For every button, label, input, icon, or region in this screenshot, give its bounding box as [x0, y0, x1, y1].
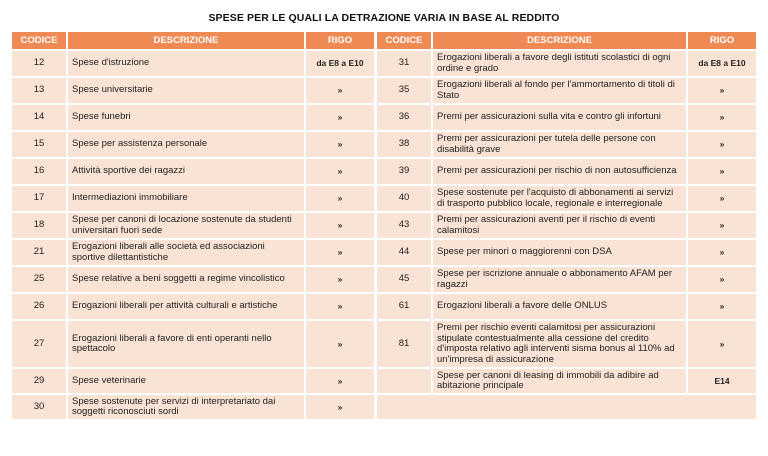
table-row — [377, 159, 756, 184]
table-row — [377, 132, 756, 157]
row-rigo: » — [688, 267, 756, 292]
row-code: 36 — [377, 105, 433, 130]
row-description: Erogazioni liberali a favore di enti operanti nello spettacolo — [68, 321, 306, 367]
row-description: Erogazioni liberali a favore degli istituti scolastici di ogni ordine e grado — [433, 51, 688, 76]
header-descrizione: DESCRIZIONE — [68, 32, 306, 49]
header-rigo: RIGO — [688, 32, 756, 49]
table-row — [377, 240, 756, 265]
row-rigo: » — [688, 240, 756, 265]
table-row — [377, 78, 756, 103]
row-description: Spese per iscrizione annuale o abbonamento AFAM per ragazzi — [433, 267, 688, 292]
row-description: Premi per assicurazioni aventi per il rischio di eventi calamitosi — [433, 213, 688, 238]
row-description: Spese per canoni di locazione sostenute da studenti universitari fuori sede — [68, 213, 306, 238]
left-table-body — [12, 51, 374, 419]
row-code: 31 — [377, 51, 433, 76]
row-code: 38 — [377, 132, 433, 157]
row-rigo: » — [306, 369, 374, 393]
row-rigo: » — [306, 132, 374, 157]
table-row — [12, 132, 374, 157]
row-code: 44 — [377, 240, 433, 265]
row-code — [377, 369, 433, 393]
row-description: Spese per assistenza personale — [68, 132, 306, 157]
row-description: Intermediazioni immobiliare — [68, 186, 306, 211]
row-rigo: da E8 a E10 — [688, 51, 756, 76]
row-description: Erogazioni liberali alle società ed associazioni sportive dilettantistiche — [68, 240, 306, 265]
row-description: Premi per rischio eventi calamitosi per assicurazioni stipulate contestualmente alla cessione del credito d'imposta relativo agli interventi sisma bonus al 110% ad un'impresa di assicurazione — [433, 321, 688, 367]
table-row — [12, 321, 374, 367]
row-description: Spese funebri — [68, 105, 306, 130]
row-description: Premi per assicurazioni sulla vita e contro gli infortuni — [433, 105, 688, 130]
row-description: Premi per assicurazioni per tutela delle persone con disabilità grave — [433, 132, 688, 157]
row-code: 12 — [12, 51, 68, 76]
right-table-body — [377, 51, 756, 419]
row-rigo: » — [688, 105, 756, 130]
empty-cell — [377, 395, 756, 419]
row-rigo: » — [306, 105, 374, 130]
row-description: Spese sostenute per servizi di interpretariato dai soggetti riconosciuti sordi — [68, 395, 306, 419]
row-rigo: da E8 a E10 — [306, 51, 374, 76]
row-code: 40 — [377, 186, 433, 211]
row-rigo: » — [306, 186, 374, 211]
row-code: 81 — [377, 321, 433, 367]
row-description: Erogazioni liberali al fondo per l'ammortamento di titoli di Stato — [433, 78, 688, 103]
row-code: 16 — [12, 159, 68, 184]
row-description: Spese relative a beni soggetti a regime vincolistico — [68, 267, 306, 292]
empty-row — [377, 395, 756, 419]
row-description: Spese d'istruzione — [68, 51, 306, 76]
row-code: 25 — [12, 267, 68, 292]
row-rigo: » — [688, 132, 756, 157]
row-code: 29 — [12, 369, 68, 393]
row-code: 13 — [12, 78, 68, 103]
table-row — [12, 369, 374, 393]
row-rigo: » — [688, 159, 756, 184]
table-row — [377, 213, 756, 238]
row-code: 18 — [12, 213, 68, 238]
table-row — [12, 186, 374, 211]
table-row — [377, 294, 756, 319]
row-rigo: E14 — [688, 369, 756, 393]
row-code: 27 — [12, 321, 68, 367]
table-row — [12, 294, 374, 319]
row-code: 21 — [12, 240, 68, 265]
table-row — [12, 240, 374, 265]
table-row — [377, 105, 756, 130]
table-row — [12, 267, 374, 292]
row-description: Erogazioni liberali a favore delle ONLUS — [433, 294, 688, 319]
row-rigo: » — [688, 78, 756, 103]
header-codice: CODICE — [12, 32, 68, 49]
table-row — [12, 78, 374, 103]
row-rigo: » — [688, 186, 756, 211]
row-code: 30 — [12, 395, 68, 419]
row-rigo: » — [688, 213, 756, 238]
left-table — [12, 30, 374, 421]
row-code: 45 — [377, 267, 433, 292]
row-code: 17 — [12, 186, 68, 211]
tables-container — [12, 30, 756, 421]
row-description: Spese per minori o maggiorenni con DSA — [433, 240, 688, 265]
row-description: Spese per canoni di leasing di immobili da adibire ad abitazione principale — [433, 369, 688, 393]
header-rigo: RIGO — [306, 32, 374, 49]
row-code: 15 — [12, 132, 68, 157]
row-code: 26 — [12, 294, 68, 319]
table-row — [12, 105, 374, 130]
row-rigo: » — [688, 294, 756, 319]
table-row — [12, 213, 374, 238]
header-codice: CODICE — [377, 32, 433, 49]
table-row — [377, 369, 756, 393]
table-row — [377, 186, 756, 211]
row-description: Spese sostenute per l'acquisto di abbonamenti ai servizi di trasporto pubblico locale, regionale e interregionale — [433, 186, 688, 211]
row-rigo: » — [306, 321, 374, 367]
table-row — [377, 51, 756, 76]
row-description: Erogazioni liberali per attività culturali e artistiche — [68, 294, 306, 319]
row-rigo: » — [688, 321, 756, 367]
row-rigo: » — [306, 294, 374, 319]
table-row — [377, 321, 756, 367]
row-description: Spese veterinarie — [68, 369, 306, 393]
row-code: 14 — [12, 105, 68, 130]
row-rigo: » — [306, 395, 374, 419]
table-row — [12, 395, 374, 419]
row-description: Spese universitarie — [68, 78, 306, 103]
row-code: 61 — [377, 294, 433, 319]
table-row — [12, 51, 374, 76]
row-rigo: » — [306, 267, 374, 292]
row-code: 43 — [377, 213, 433, 238]
right-table — [377, 30, 756, 421]
row-rigo: » — [306, 240, 374, 265]
row-rigo: » — [306, 159, 374, 184]
header-descrizione: DESCRIZIONE — [433, 32, 688, 49]
row-description: Premi per assicurazioni per rischio di non autosufficienza — [433, 159, 688, 184]
row-rigo: » — [306, 213, 374, 238]
row-rigo: » — [306, 78, 374, 103]
row-code: 35 — [377, 78, 433, 103]
table-row — [12, 159, 374, 184]
row-description: Attività sportive dei ragazzi — [68, 159, 306, 184]
page-title: SPESE PER LE QUALI LA DETRAZIONE VARIA IN BASE AL REDDITO — [208, 12, 560, 24]
table-row — [377, 267, 756, 292]
row-code: 39 — [377, 159, 433, 184]
